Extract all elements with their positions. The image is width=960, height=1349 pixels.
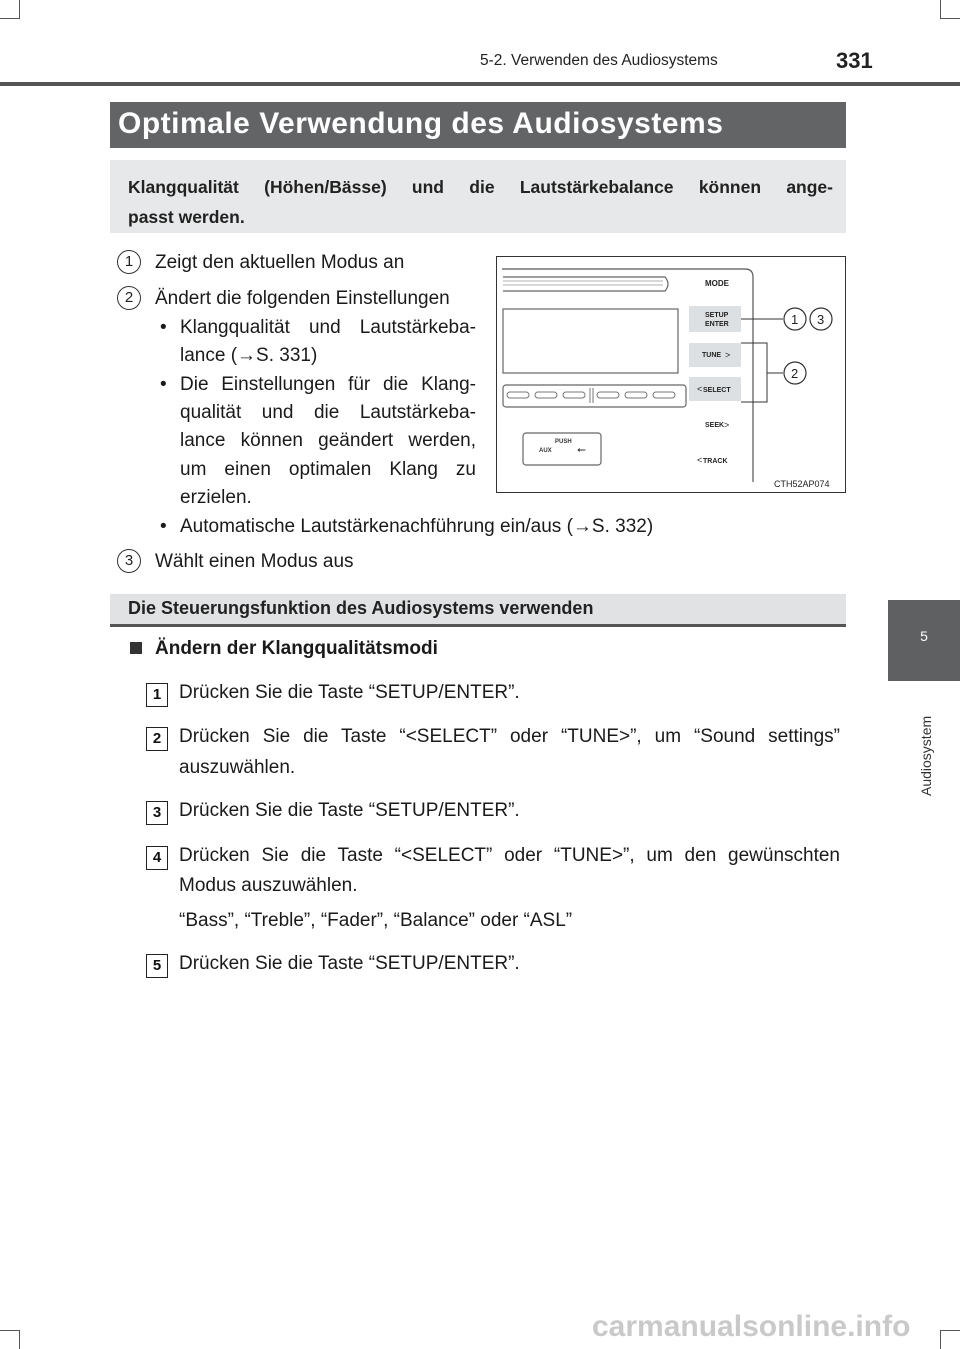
figure-callout-3: 3 bbox=[817, 312, 825, 327]
bullet-line: erzielen. bbox=[180, 487, 252, 508]
chapter-tab-label-wrap bbox=[918, 690, 936, 796]
bullet-line: lance können geändert werden, bbox=[180, 430, 476, 451]
enter-label: ENTER bbox=[705, 321, 729, 328]
audio-unit-drawing bbox=[497, 257, 844, 491]
select-label: SELECT bbox=[703, 387, 731, 394]
crop-mark bbox=[940, 0, 941, 18]
bullet-dot: • bbox=[160, 516, 167, 537]
header-section-title: 5-2. Verwenden des Audiosystems bbox=[480, 52, 718, 69]
chapter-tab-number: 5 bbox=[920, 628, 928, 644]
crop-mark bbox=[940, 18, 960, 19]
tune-label: TUNE bbox=[702, 352, 722, 359]
subheading-bullet bbox=[130, 642, 142, 654]
crop-mark bbox=[940, 1330, 960, 1331]
step-text: Drücken Sie die Taste “SETUP/ENTER”. bbox=[179, 800, 520, 821]
intro-line: Klangqualität (Höhen/Bässe) und die Lautstärkebalance können ange- bbox=[128, 177, 833, 197]
usb-icon: ⭠ bbox=[577, 444, 586, 456]
aux-label: AUX bbox=[539, 448, 552, 454]
step-number: 3 bbox=[146, 801, 168, 825]
figure-callout-1: 1 bbox=[791, 312, 799, 327]
step-number: 4 bbox=[146, 846, 168, 870]
step-text: Drücken Sie die Taste “<SELECT” oder “TUNE>”, um “Sound settings” bbox=[179, 726, 840, 747]
crop-mark bbox=[0, 18, 20, 19]
modes-list: “Bass”, “Treble”, “Fader”, “Balance” oder “ASL” bbox=[179, 910, 573, 931]
callout-text: Ändert die folgenden Einstellungen bbox=[155, 288, 450, 309]
chevron-right-icon: > bbox=[724, 420, 730, 430]
chevron-right-icon: > bbox=[725, 350, 731, 360]
bullet-line: Automatische Lautstärkenachführung ein/aus (→S. 332) bbox=[180, 516, 654, 537]
aux-push-label: PUSH bbox=[555, 439, 572, 445]
crop-mark bbox=[19, 1330, 20, 1349]
step-text: auszuwählen. bbox=[179, 757, 296, 778]
bullet-line: Klangqualität und Lautstärkeba- bbox=[180, 317, 476, 338]
watermark: carmanualsonline.info bbox=[592, 1310, 911, 1343]
step-number: 5 bbox=[146, 954, 168, 978]
step-number: 1 bbox=[146, 683, 168, 707]
step-text: Modus auszuwählen. bbox=[179, 875, 358, 896]
step-text: Drücken Sie die Taste “SETUP/ENTER”. bbox=[179, 682, 520, 703]
step-text: Drücken Sie die Taste “<SELECT” oder “TUNE>”, um den gewünschten bbox=[179, 845, 840, 866]
callout-number: 1 bbox=[117, 250, 141, 274]
subheading: Ändern der Klangqualitätsmodi bbox=[155, 638, 438, 659]
bullet-line: qualität und die Lautstärkeba- bbox=[180, 402, 476, 423]
crop-mark bbox=[0, 1330, 20, 1331]
chevron-left-icon: < bbox=[697, 384, 703, 394]
figure-code: CTH52AP074 bbox=[774, 479, 830, 489]
bullet-dot: • bbox=[160, 374, 167, 395]
step-text: Drücken Sie die Taste “SETUP/ENTER”. bbox=[179, 953, 520, 974]
bullet-dot: • bbox=[160, 317, 167, 338]
mode-button-label: MODE bbox=[705, 279, 729, 288]
bullet-line: Die Einstellungen für die Klang- bbox=[180, 374, 476, 395]
chapter-tab-label: Audiosystem bbox=[918, 715, 934, 796]
callout-number: 2 bbox=[117, 286, 141, 310]
header-rule bbox=[0, 82, 960, 86]
track-label: TRACK bbox=[703, 458, 728, 465]
crop-mark bbox=[940, 1330, 941, 1349]
page-title: Optimale Verwendung des Audiosystems bbox=[118, 107, 724, 140]
step-number: 2 bbox=[146, 727, 168, 751]
chevron-left-icon: < bbox=[697, 455, 703, 465]
callout-text: Zeigt den aktuellen Modus an bbox=[155, 252, 405, 273]
seek-label: SEEK bbox=[705, 422, 725, 429]
intro-text bbox=[128, 172, 833, 232]
audio-unit-figure bbox=[496, 256, 846, 493]
crop-mark bbox=[19, 0, 20, 18]
bullet-line: um einen optimalen Klang zu bbox=[180, 459, 476, 480]
bullet-line: lance (→S. 331) bbox=[180, 345, 318, 366]
callout-number: 3 bbox=[117, 549, 141, 573]
figure-callout-2: 2 bbox=[791, 366, 799, 381]
callout-text: Wählt einen Modus aus bbox=[155, 551, 354, 572]
page-number: 331 bbox=[836, 48, 873, 73]
intro-line: passt werden. bbox=[128, 207, 245, 227]
section-title: Die Steuerungsfunktion des Audiosystems verwenden bbox=[128, 598, 594, 618]
setup-label: SETUP bbox=[705, 312, 729, 319]
